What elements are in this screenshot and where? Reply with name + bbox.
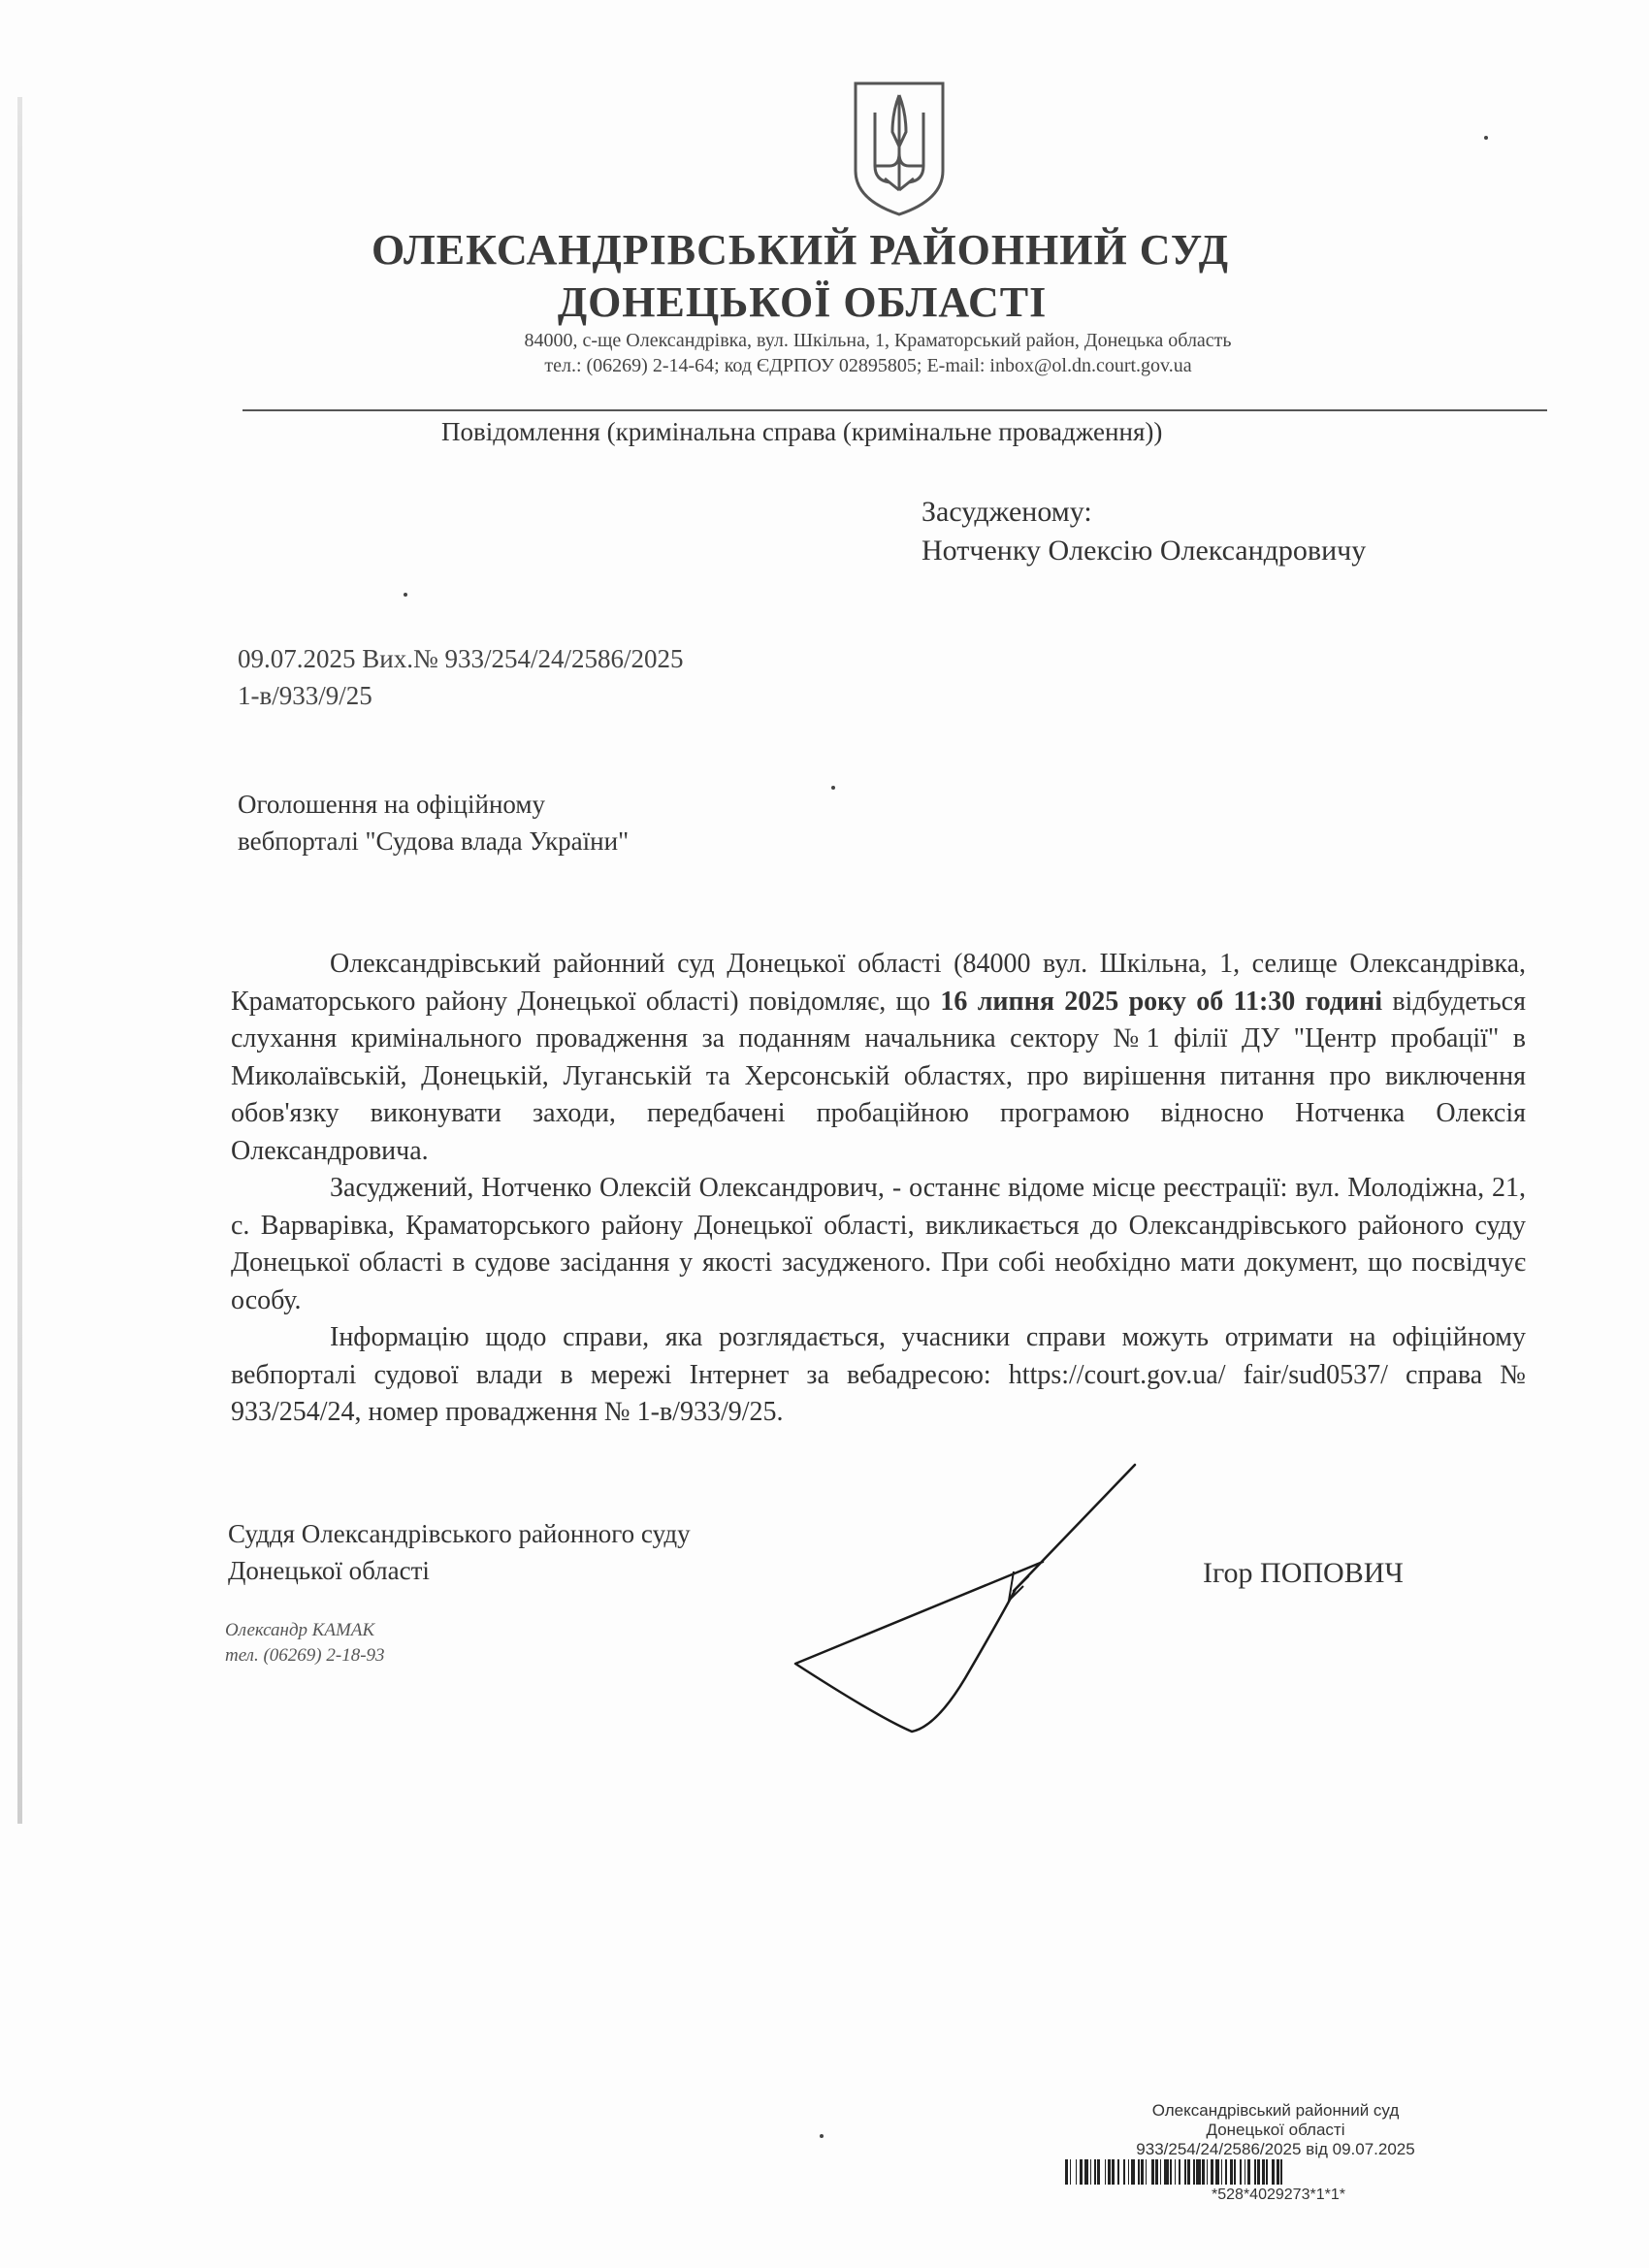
handwritten-signature — [791, 1455, 1149, 1736]
scan-edge-shadow — [17, 97, 22, 1824]
body-paragraph-3: Інформацію щодо справи, яка розглядається, учасники справи можуть отримати на офіційному вебпорталі судової влади в мережі Інтернет за вебадресою: https://court.gov.ua/ fair/sud0537/ справа № 933/254/24, номер провадження № 1-в/933/9/25. — [231, 1322, 1526, 1427]
stamp-line3: 933/254/24/2586/2025 від 09.07.2025 — [1136, 2140, 1415, 2158]
announcement-title — [238, 786, 629, 859]
executor-block — [225, 1618, 385, 1669]
stamp-line1: Олександрівський районний суд — [1151, 2101, 1400, 2120]
scan-speck — [404, 593, 407, 597]
barcode-icon — [1065, 2159, 1492, 2185]
executor-phone: тел. (06269) 2-18-93 — [225, 1645, 385, 1666]
p1-text-end: відбудеться слухання кримінального провадження за поданням начальника сектору №1 філії ДУ "Центр пробації" в Миколаївській, Донецькій, Луганській та Херсонській областях, про вирішення питання про виключення обов'язку виконувати заходи, передбачені пробаційною програмою відносно Нотченка Олексія Олександровича. — [231, 986, 1526, 1166]
outgoing-date-number: 09.07.2025 Вих.№ 933/254/24/2586/2025 — [238, 644, 684, 673]
recipient-label: Засудженому: — [922, 496, 1092, 528]
judge-title — [228, 1515, 691, 1589]
barcode-text: *528*4029273*1*1* — [1212, 2187, 1345, 2203]
p1-text-start: Олександрівський районний суд Донецької області (84000 вул. Шкільна, 1, селище Олександрівка, Краматорського району Донецької області) повідомляє, що — [231, 949, 1526, 1017]
notice-type: Повідомлення (кримінальна справа (кримінальне провадження)) — [441, 417, 1163, 446]
scan-speck — [831, 786, 835, 790]
judge-title-line2: Донецької області — [228, 1556, 430, 1585]
notice-body — [231, 946, 1526, 1432]
recipient-name: Нотченку Олексію Олександровичу — [922, 535, 1367, 567]
outgoing-number-block — [238, 640, 683, 714]
scan-speck — [1484, 136, 1488, 140]
body-paragraph-1 — [231, 946, 1526, 1170]
announcement-line1: Оголошення на офіційному — [238, 790, 545, 819]
announcement-line2: вебпорталі "Судова влада України" — [238, 826, 630, 856]
stamp-line2: Донецької області — [1206, 2121, 1345, 2139]
scan-speck — [820, 2134, 824, 2138]
trident-emblem-icon — [846, 74, 953, 219]
court-name-line2: ДОНЕЦЬКОЇ ОБЛАСТІ — [557, 278, 1048, 326]
recipient-block — [922, 493, 1366, 570]
proceeding-number: 1-в/933/9/25 — [238, 681, 372, 710]
court-address: 84000, с-ще Олександрівка, вул. Шкільна, 1, Краматорський район, Донецька область — [524, 330, 1232, 351]
body-paragraph-2: Засуджений, Нотченко Олексій Олександрович, - останнє відоме місце реєстрації: вул. Молодіжна, 21, с. Варварівка, Краматорського району Донецької області, викликається до Олександрівського районого суду Донецької області в судове засідання у якості засудженого. При собі необхідно мати документ, що посвідчує особу. — [231, 1173, 1526, 1315]
executor-name: Олександр КАМАК — [225, 1620, 375, 1640]
judge-title-line1: Суддя Олександрівського районного суду — [228, 1519, 691, 1548]
header-divider — [242, 409, 1547, 411]
hearing-date-time: 16 липня 2025 року об 11:30 годині — [940, 986, 1383, 1017]
court-name-line1: ОЛЕКСАНДРІВСЬКИЙ РАЙОННИЙ СУД — [371, 226, 1230, 274]
court-contacts: тел.: (06269) 2-14-64; код ЄДРПОУ 02895805; E-mail: inbox@ol.dn.court.gov.ua — [544, 355, 1192, 376]
barcode-bar — [1282, 2159, 1285, 2185]
judge-name: Ігор ПОПОВИЧ — [1203, 1557, 1404, 1589]
registration-stamp — [1062, 2101, 1489, 2159]
